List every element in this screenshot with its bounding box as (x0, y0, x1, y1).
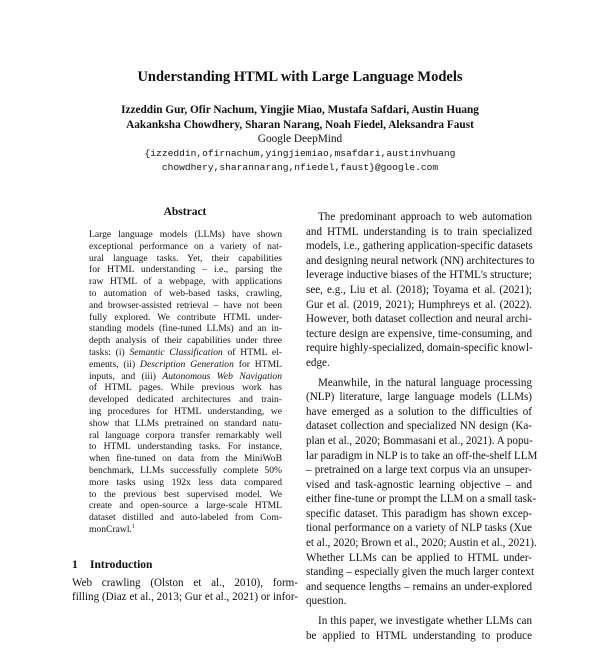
abstract-line: exceptional performance on a variety of nat- (89, 240, 282, 252)
abstract-line (89, 359, 282, 371)
abstract-text-run: tasks: (i) (89, 346, 130, 358)
abstract-line (89, 524, 282, 536)
section-heading-introduction (72, 558, 298, 572)
abstract-line: of HTML pages. While previous work has (89, 382, 282, 394)
body-line: – pretrained on a large text corpus via an unsuper- (306, 464, 532, 477)
body-line: In this paper, we investigate whether LLMs can (318, 615, 532, 628)
abstract-heading: Abstract (163, 206, 207, 218)
body-line: (NLP) literature, large language models (LLMs) (306, 391, 532, 404)
author-list (0, 103, 600, 132)
paper-title: Understanding HTML with Large Language Models (137, 69, 463, 85)
abstract-line: standing models (fine-tuned LLMs) and an in- (89, 323, 282, 335)
abstract-line (89, 371, 282, 383)
abstract-line: more tasks using 192x less data compared (89, 476, 282, 488)
abstract-line (89, 347, 282, 359)
abstract-text-run: ements, (ii) (89, 358, 141, 370)
abstract-line: depth analysis of their capabilities under three (89, 335, 282, 347)
body-line: either fine-tune or prompt the LLM on a small task- (306, 493, 537, 506)
body-line: vised and task-agnostic learning objective – and (306, 478, 532, 491)
author-line: Izzeddin Gur, Ofir Nachum, Yingjie Miao, Mustafa Safdari, Austin Huang (121, 104, 479, 116)
section-title: Introduction (90, 559, 153, 571)
body-paragraph (306, 210, 535, 371)
abstract-line: developed dedicated architectures and train- (89, 394, 282, 406)
abstract-line: to HTML understanding tasks. For instance, (89, 441, 282, 453)
abstract-line: Large language models (LLMs) have shown (89, 229, 282, 240)
right-column-text (306, 210, 538, 648)
author-line: Aakanksha Chowdhery, Sharan Narang, Noah Fiedel, Aleksandra Faust (126, 118, 474, 131)
affiliation: Google DeepMind (257, 133, 343, 145)
body-line: tional performance on a variety of NLP tasks (Xue (306, 522, 532, 535)
abstract-line: to the previous best supervised model. We (89, 488, 282, 500)
abstract-text-run: monCrawl. (89, 523, 132, 535)
body-line: have emerged as a solution to the difficulties of (306, 405, 532, 418)
abstract-line: to automation of web-based tasks, crawling, (89, 287, 282, 299)
section-number: 1 (72, 559, 78, 571)
body-line: plan et al., 2020; Bommasani et al., 2021). A popu- (306, 434, 533, 447)
body-line: Gur et al. (2019, 2021); Humphreys et al. (2022). (306, 298, 532, 311)
body-line: filling (Diaz et al., 2013; Gur et al., 2021) or infor- (72, 590, 298, 603)
body-line: dataset collection and specialized NN design (Ka- (306, 420, 532, 433)
task-name: Autonomous Web Navigation (162, 370, 282, 382)
abstract-line: when fine-tuned on data from the MiniWoB (89, 453, 282, 465)
body-line: Whether LLMs can be applied to HTML under- (306, 551, 532, 564)
abstract-line: ing procedures for HTML understanding, we (89, 405, 282, 417)
abstract-line: dataset distilled and auto-labeled from Com- (89, 512, 282, 524)
body-line: models, i.e., gathering application-specific datasets (306, 240, 533, 253)
task-name: Semantic Classification (129, 346, 223, 358)
body-paragraph (306, 614, 532, 643)
abstract-line: create and open-source a large-scale HTML (89, 500, 282, 512)
abstract-line: for HTML understanding – i.e., parsing the (89, 264, 282, 276)
body-line: Meanwhile, in the natural language processing (318, 376, 532, 389)
abstract-text (89, 229, 282, 536)
task-name: Description Generation (140, 358, 234, 370)
body-line: standing – especially given the much larger context (306, 566, 535, 579)
abstract-line: show that LLMs pretrained on standard natu- (89, 417, 282, 429)
body-line: require highly-specialized, domain-specific knowl- (306, 342, 533, 355)
abstract-line: raw HTML of a webpage, with applications (89, 276, 282, 288)
body-line: and HTML understanding is to train specialized (306, 225, 532, 238)
abstract-text-run: of HTML el- (222, 346, 282, 358)
body-line: lar paradigm in NLP is to take an off-the-shelf LLM (306, 449, 538, 462)
body-line: be applied to HTML understanding to produce (306, 629, 532, 642)
body-line: and designing neural network (NN) architectures to (306, 254, 535, 267)
abstract-text-run: inputs, and (iii) (89, 370, 163, 382)
abstract-text-run: for HTML (233, 358, 282, 370)
body-line: et al., 2020; Brown et al., 2020; Austin et al., 2021). (306, 537, 537, 550)
author-emails (0, 147, 600, 174)
abstract-line: ral language corpora transfer remarkably well (89, 429, 282, 441)
body-line: edge. (306, 356, 330, 369)
footnote-marker: 1 (131, 523, 135, 530)
body-paragraph (306, 376, 538, 610)
body-line: However, both dataset collection and neural archi- (306, 313, 532, 326)
abstract-line: fully explored. We contribute HTML under- (89, 311, 282, 323)
abstract-line: ural language tasks. Yet, their capabilities (89, 252, 282, 264)
body-line: leverage inductive biases of the HTML's structure; (306, 269, 532, 282)
body-line: tecture design are expensive, time-consuming, and (306, 327, 532, 340)
body-line: see, e.g., Liu et al. (2018); Toyama et al. (2021); (306, 283, 532, 296)
email-line: {izzeddin,ofirnachum,yingjiemiao,msafdari,austinvhuang (144, 148, 456, 159)
email-line: chowdhery,sharannarang,nfiedel,faust}@google.com (161, 161, 439, 173)
body-line: and sequence lengths – remains an under-explored (306, 580, 532, 593)
abstract-line: benchmark, LLMs successfully complete 50% (89, 464, 282, 476)
abstract-line: and browser-assisted retrieval – have not been (89, 299, 282, 311)
body-line: The predominant approach to web automation (318, 211, 532, 223)
body-line: question. (306, 595, 347, 608)
body-line: specific dataset. This paradigm has shown excep- (306, 507, 532, 520)
body-line: Web crawling (Olston et al., 2010), form- (72, 577, 298, 589)
